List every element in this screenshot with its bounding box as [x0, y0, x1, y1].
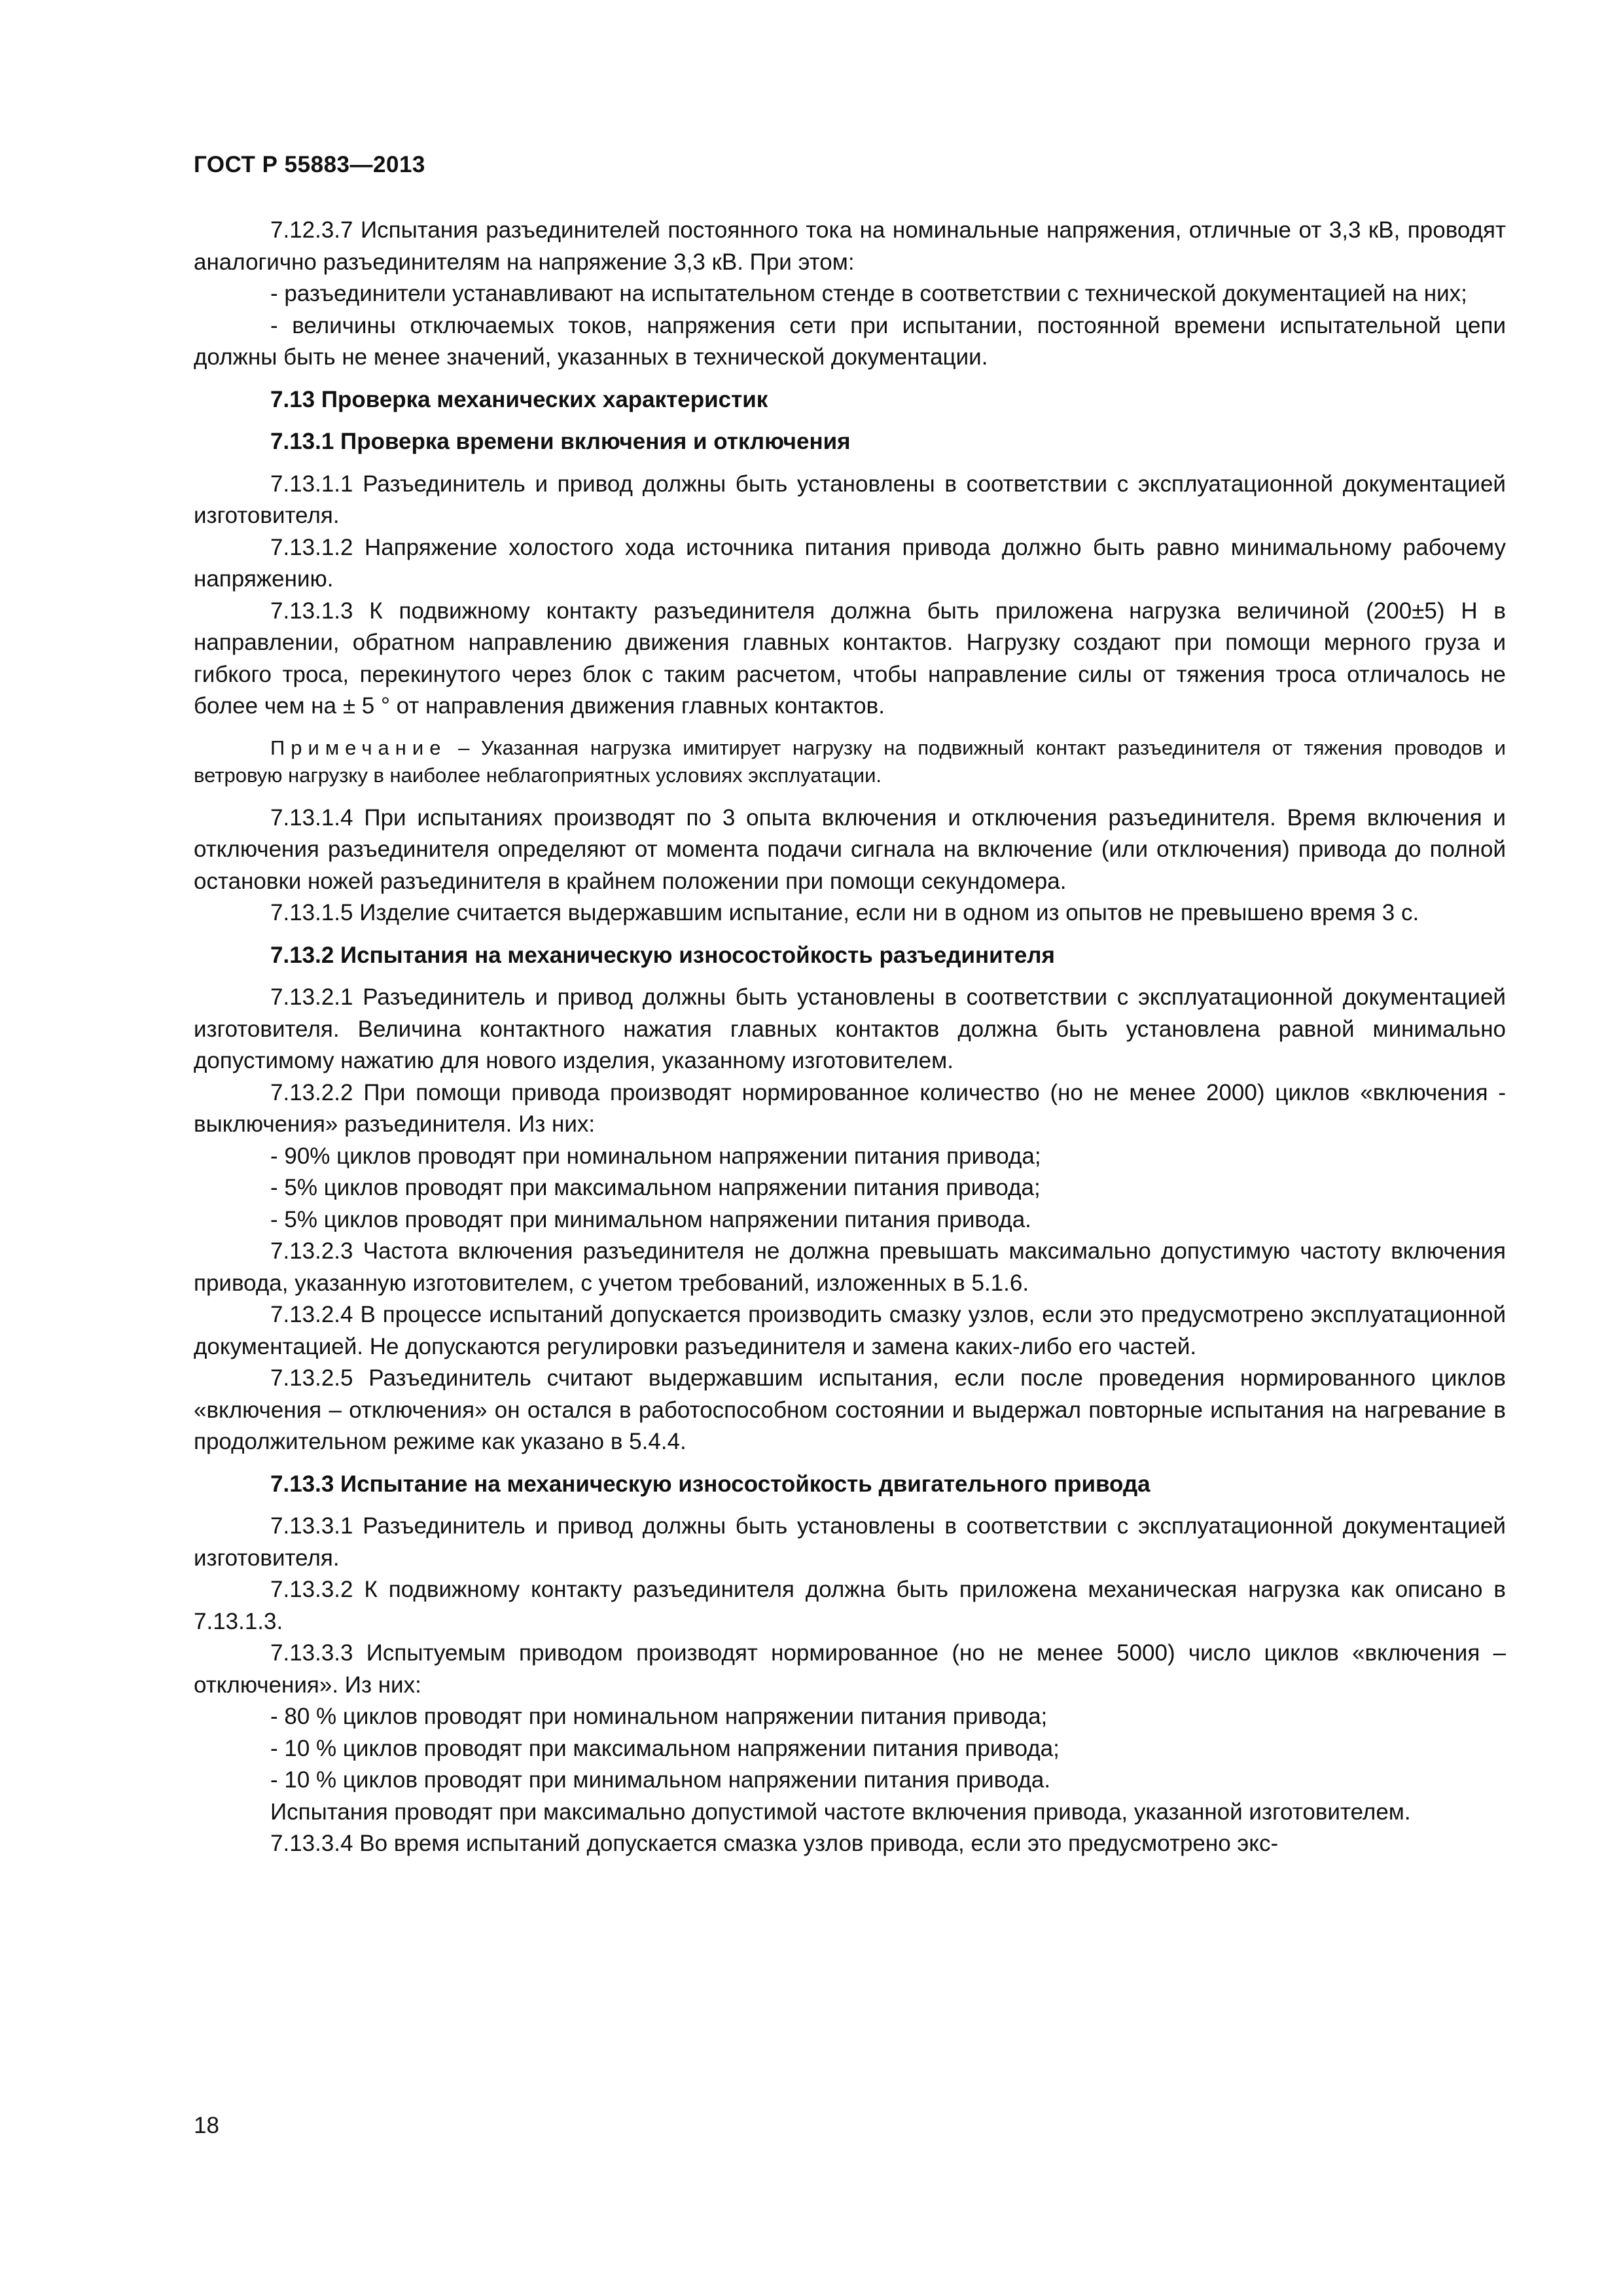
paragraph: 7.13.1.1 Разъединитель и привод должны быть установлены в соответствии с эксплуатационной документацией изготовителя.: [194, 471, 1506, 528]
paragraph: 7.13.3.1 Разъединитель и привод должны быть установлены в соответствии с эксплуатационной документацией изготовителя.: [194, 1513, 1506, 1571]
document-page: [194, 0, 1506, 2296]
paragraph: 7.13.2.5 Разъединитель считают выдержавшим испытания, если после проведения нормированного циклов «включения – отключения» он остался в работоспособном состоянии и выдержал повторные испытания на нагревание в продолжительном режиме как указано в 5.4.4.: [194, 1365, 1506, 1454]
list-item: - 10 % циклов проводят при максимальном напряжении питания привода;: [270, 1735, 1060, 1761]
paragraph: 7.13.3.2 К подвижному контакту разъединителя должна быть приложена механическая нагрузка как описано в 7.13.1.3.: [194, 1577, 1506, 1634]
paragraph: 7.13.2.4 В процессе испытаний допускается производить смазку узлов, если это предусмотрено эксплуатационной документацией. Не допускаются регулировки разъединителя и замена каких-либо его частей.: [194, 1302, 1506, 1359]
paragraph: 7.13.1.2 Напряжение холостого хода источника питания привода должно быть равно минимальному рабочему напряжению.: [194, 534, 1506, 592]
note-text: – Указанная нагрузка имитирует нагрузку на подвижный контакт разъединителя от тяжения проводов и ветровую нагрузку в наиболее неблагоприятных условиях эксплуатации.: [194, 736, 1506, 787]
list-item: - разъединители устанавливают на испытательном стенде в соответствии с технической документацией на них;: [270, 281, 1467, 306]
paragraph: 7.13.2.2 При помощи привода производят нормированное количество (но не менее 2000) циклов «включения - выключения» разъединителя. Из них:: [194, 1079, 1506, 1137]
paragraph: 7.13.1.4 При испытаниях производят по 3 опыта включения и отключения разъединителя. Время включения и отключения разъединителя определяют от момента подачи сигнала на включение (или отключения) привода до полной остановки ножей разъединителя в крайнем положении при помощи секундомера.: [194, 804, 1506, 894]
paragraph: Испытания проводят при максимально допустимой частоте включения привода, указанной изготовителем.: [270, 1799, 1411, 1825]
list-item: - 80 % циклов проводят при номинальном напряжении питания привода;: [270, 1704, 1048, 1729]
paragraph: 7.13.2.1 Разъединитель и привод должны быть установлены в соответствии с эксплуатационной документацией изготовителя. Величина контактного нажатия главных контактов должна быть установлена равной минимально допустимому нажатию для нового изделия, указанному изготовителем.: [194, 984, 1506, 1073]
paragraph: 7.13.3.3 Испытуемым приводом производят нормированное (но не менее 5000) число циклов «включения – отключения». Из них:: [194, 1640, 1506, 1698]
section-heading: 7.13.3 Испытание на механическую износостойкость двигательного привода: [270, 1471, 1150, 1497]
document-header: ГОСТ Р 55883—2013: [194, 152, 425, 177]
list-item: - величины отключаемых токов, напряжения сети при испытании, постоянной времени испытательной цепи должны быть не менее значений, указанных в технической документации.: [194, 312, 1506, 370]
document-body: [194, 215, 1506, 1860]
list-item: - 5% циклов проводят при минимальном напряжении питания привода.: [270, 1206, 1031, 1232]
list-item: - 90% циклов проводят при номинальном напряжении питания привода;: [270, 1143, 1041, 1169]
paragraph: 7.13.1.5 Изделие считается выдержавшим испытание, если ни в одном из опытов не превышено время 3 с.: [270, 900, 1419, 925]
paragraph: 7.13.3.4 Во время испытаний допускается смазка узлов привода, если это предусмотрено экс-: [270, 1831, 1279, 1856]
section-heading: 7.13 Проверка механических характеристик: [270, 386, 768, 412]
section-heading: 7.13.2 Испытания на механическую износостойкость разъединителя: [270, 942, 1055, 968]
page-number: 18: [194, 2113, 219, 2138]
note-label: Примечание: [270, 736, 447, 759]
section-heading: 7.13.1 Проверка времени включения и отключения: [270, 429, 851, 454]
paragraph: 7.13.1.3 К подвижному контакту разъединителя должна быть приложена нагрузка величиной (200±5) Н в направлении, обратном направлению движения главных контактов. Нагрузку создают при помощи мерного груза и гибкого троса, перекинутого через блок с таким расчетом, чтобы направление силы от тяжения троса отличалось не более чем на ± 5 ° от направления движения главных контактов.: [194, 598, 1506, 719]
paragraph: 7.13.2.3 Частота включения разъединителя не должна превышать максимально допустимую частоту включения привода, указанную изготовителем, с учетом требований, изложенных в 5.1.6.: [194, 1238, 1506, 1296]
note: [194, 734, 1506, 789]
paragraph: 7.12.3.7 Испытания разъединителей постоянного тока на номинальные напряжения, отличные от 3,3 кВ, проводят аналогично разъединителям на напряжение 3,3 кВ. При этом:: [194, 217, 1506, 275]
list-item: - 5% циклов проводят при максимальном напряжении питания привода;: [270, 1175, 1041, 1200]
list-item: - 10 % циклов проводят при минимальном напряжении питания привода.: [270, 1767, 1051, 1793]
